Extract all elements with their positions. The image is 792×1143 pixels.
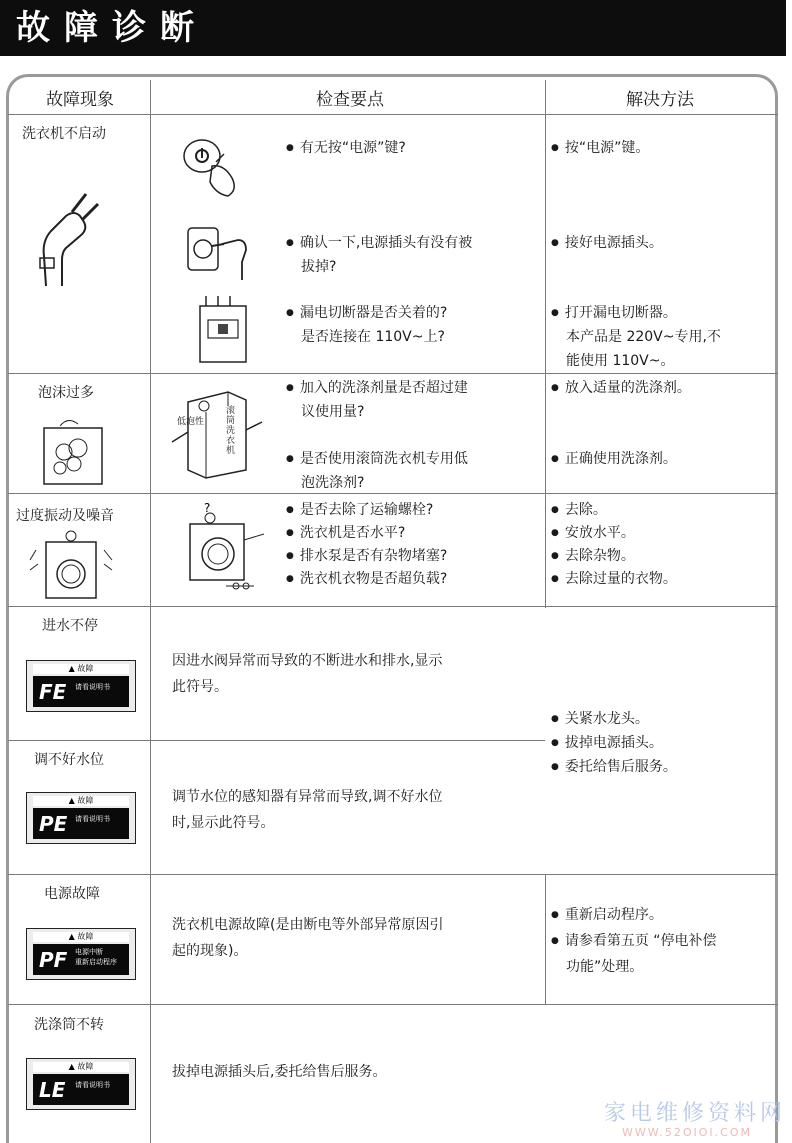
sol-tap: ● 关紧水龙头。 [551, 707, 649, 733]
sol-overload: ● 去除过量的衣物。 [551, 567, 677, 593]
panel-message: 请看说明书 [75, 683, 110, 691]
check-voltage: 是否连接在 110V~上? [301, 329, 445, 345]
vibrating-washer-icon [26, 530, 116, 602]
svg-text:?: ? [204, 501, 211, 515]
error-code: PE [39, 812, 68, 836]
display-panel-fe [26, 660, 136, 712]
washer-inspection-icon [176, 500, 272, 596]
sol-level: ● 安放水平。 [551, 521, 635, 547]
symptom-foam: 泡沫过多 [38, 385, 94, 401]
row-divider [8, 373, 778, 374]
check-bolts: ● 是否去除了运输螺栓? [286, 498, 433, 524]
sol-power-key: ● 按“电源”键。 [551, 136, 649, 162]
row-divider [8, 114, 778, 115]
desc-fe-cont: 此符号。 [172, 679, 228, 695]
panel-screen [33, 944, 129, 975]
sol-unplug: ● 拔掉电源插头。 [551, 731, 663, 757]
panel-header: ▲ 故障 [33, 796, 129, 806]
breaker-icon [194, 294, 254, 366]
row-divider [8, 740, 545, 741]
header-symptom: 故障现象 [46, 90, 114, 110]
desc-pf-cont: 起的现象)。 [172, 943, 248, 959]
sol-see-page: ● 请参看第五页 “停电补偿 [551, 929, 717, 955]
row-divider [8, 874, 778, 875]
detergent-box-icon [168, 382, 268, 482]
header-solution: 解决方法 [626, 90, 694, 110]
socket-plug-icon [182, 222, 262, 282]
display-panel-le [26, 1058, 136, 1110]
box-label-low-foam: 低泡性 [177, 417, 205, 427]
column-divider [545, 80, 546, 608]
box-label-drum: 滚筒洗衣机 [226, 406, 236, 456]
check-breaker: ● 漏电切断器是否关着的? [286, 301, 447, 327]
check-detergent-amount-cont: 议使用量? [301, 404, 365, 420]
check-low-foam-cont: 泡洗涤剂? [301, 475, 365, 491]
check-detergent-amount: ● 加入的洗涤剂量是否超过建 [286, 376, 468, 402]
desc-pf: 洗衣机电源故障(是由断电等外部异常原因引 [172, 917, 444, 933]
power-button-icon [176, 130, 256, 200]
panel-message: 电源中断 [75, 948, 103, 956]
sol-voltage: 本产品是 220V~专用,不 [566, 329, 721, 345]
panel-header: ▲ 故障 [33, 664, 129, 674]
sol-breaker: ● 打开漏电切断器。 [551, 301, 677, 327]
check-plug: ● 确认一下,电源插头有没有被 [286, 231, 472, 257]
header-check: 检查要点 [316, 90, 384, 110]
panel-message: 请看说明书 [75, 815, 110, 823]
display-panel-pf [26, 928, 136, 980]
check-pump: ● 排水泵是否有杂物堵塞? [286, 544, 447, 570]
panel-screen [33, 808, 129, 839]
error-code: LE [39, 1078, 66, 1102]
row-divider [8, 606, 778, 607]
panel-message: 请看说明书 [75, 1081, 110, 1089]
sol-detergent-amount: ● 放入适量的洗涤剂。 [551, 376, 691, 402]
foam-tub-icon [38, 412, 108, 488]
symptom-fe: 进水不停 [42, 618, 98, 634]
sol-restart: ● 重新启动程序。 [551, 903, 663, 929]
desc-le: 拔掉电源插头后,委托给售后服务。 [172, 1064, 387, 1080]
sol-see-page-cont: 功能”处理。 [566, 959, 644, 975]
sol-bolts: ● 去除。 [551, 498, 607, 524]
check-plug-cont: 拔掉? [301, 259, 337, 275]
symptom-le: 洗涤筒不转 [34, 1017, 104, 1033]
panel-screen [33, 676, 129, 707]
column-divider [150, 80, 151, 1143]
check-power-key: ● 有无按“电源”键? [286, 136, 406, 162]
symptom-vibration: 过度振动及噪音 [16, 508, 114, 524]
row-divider [8, 1004, 778, 1005]
panel-screen [33, 1074, 129, 1105]
display-panel-pe [26, 792, 136, 844]
plug-icon [26, 186, 106, 296]
check-level: ● 洗衣机是否水平? [286, 521, 405, 547]
watermark: 家电维修资料网 [604, 1101, 787, 1126]
sol-pump: ● 去除杂物。 [551, 544, 635, 570]
check-overload: ● 洗衣机衣物是否超负载? [286, 567, 447, 593]
column-divider [545, 874, 546, 1005]
error-code: PF [39, 948, 68, 972]
page-title: 故障诊断 [16, 8, 208, 48]
check-low-foam: ● 是否使用滚筒洗衣机专用低 [286, 447, 468, 473]
symptom-no-start: 洗衣机不启动 [22, 126, 106, 142]
title-bar [0, 0, 786, 56]
watermark-url: WWW.52OIOI.COM [622, 1126, 752, 1139]
error-code: FE [39, 680, 67, 704]
desc-pe: 调节水位的感知器有异常而导致,调不好水位 [172, 789, 443, 805]
row-divider [8, 493, 778, 494]
panel-message-2: 重新启动程序 [75, 958, 117, 966]
desc-pe-cont: 时,显示此符号。 [172, 815, 275, 831]
symptom-pf: 电源故障 [44, 886, 100, 902]
sol-plug: ● 接好电源插头。 [551, 231, 663, 257]
desc-fe: 因进水阀异常而导致的不断进水和排水,显示 [172, 653, 443, 669]
sol-voltage-cont: 能使用 110V~。 [566, 353, 675, 369]
panel-header: ▲ 故障 [33, 1062, 129, 1072]
panel-header: ▲ 故障 [33, 932, 129, 942]
sol-low-foam: ● 正确使用洗涤剂。 [551, 447, 677, 473]
sol-service: ● 委托给售后服务。 [551, 755, 677, 781]
symptom-pe: 调不好水位 [34, 752, 104, 768]
